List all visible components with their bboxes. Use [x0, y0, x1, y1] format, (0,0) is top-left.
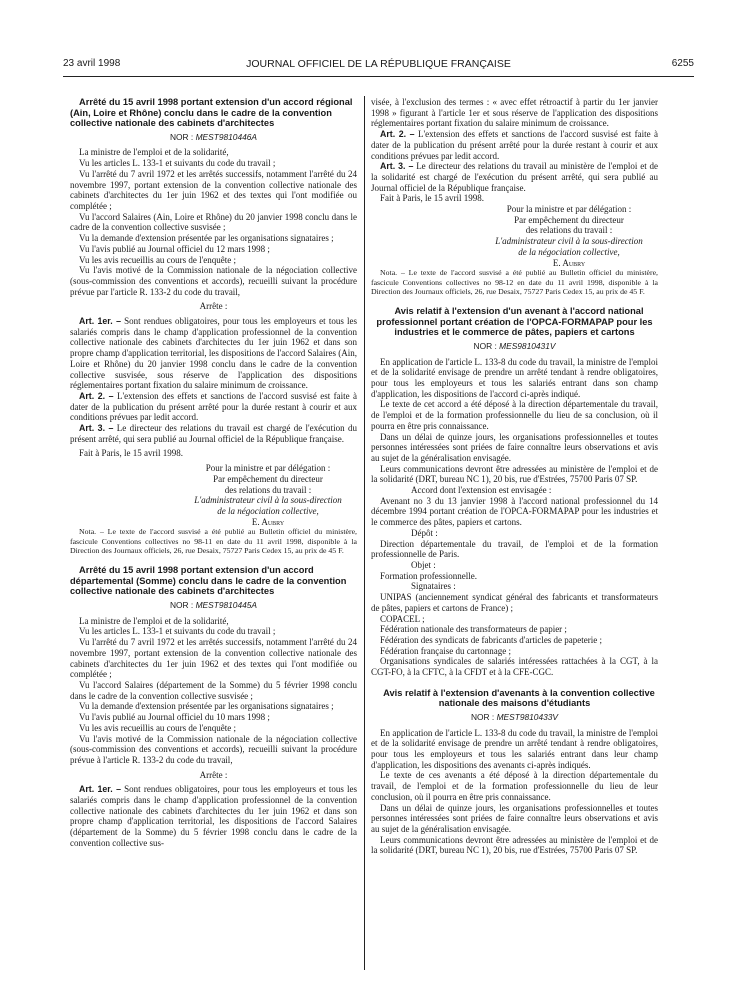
decree-1-visa-3: Vu l'accord Salaires (Ain, Loire et Rhône) du 20 janvier 1998 conclu dans le cadre de la convention collective susvisée ;	[70, 211, 357, 233]
decree-1-signature-line-1: Pour la ministre et par délégation :	[205, 463, 331, 474]
notice-1-title: Avis relatif à l'extension d'un avenant à l'accord national professionnel portant création de l'OPCA-FORMAPAP pour les industries et le commerce de pâtes, papiers et cartons	[376, 306, 653, 338]
decree-2-signature-line-4: L'administrateur civil à la sous-direction	[495, 236, 643, 247]
decree-2-signature-line-5: de la négociation collective,	[518, 246, 620, 257]
notice-2-para-2: Le texte de ces avenants a été déposé à la direction départementale du travail, de l'emploi et de la formation professionnelle du lieu de leur conclusion, où il pourra en être pris connaissance.	[371, 770, 658, 802]
decree-1-visa-5: Vu l'avis publié au Journal officiel du 12 mars 1998 ;	[79, 243, 270, 254]
decree-1-date-place: Fait à Paris, le 15 avril 1998.	[79, 448, 183, 459]
notice-1-para-1: En application de l'article L. 133-8 du code du travail, la ministre de l'emploi et de la solidarité envisage de prendre un arrêté tendant à rendre obligatoires, pour tous les employeurs et tous les salariés entrant dans son champ d'application, les dispositions de l'accord ci-après indiqué.	[371, 356, 658, 399]
decree-2-article-3: Art. 3. – Le directeur des relations du travail au ministère de l'emploi et de la solidarité est chargé de l'exécution du présent arrêté, qui sera publié au Journal officiel de la République française.	[371, 161, 658, 193]
notice-1-agreement: Avenant no 3 du 13 janvier 1998 à l'accord national professionnel du 14 décembre 1994 portant création de l'OPCA-FORMAPAP pour les industries et le commerce des pâtes, papiers et cartons.	[371, 495, 658, 528]
column-divider	[364, 96, 365, 970]
decree-1-visa-4: Vu la demande d'extension présentée par les organisations signataires ;	[79, 233, 334, 244]
decree-1-signature-line-3: des relations du travail :	[224, 484, 312, 495]
notice-1-signatory-6: Organisations syndicales de salariés intéressées rattachées à la CGT, à la CGT-FO, à la CFTC, à la CFDT et à la CFE-CGC.	[371, 656, 658, 678]
notice-1-agreement-label: Accord dont l'extension est envisagée :	[411, 485, 552, 496]
notice-2-para-1: En application de l'article L. 133-8 du code du travail, la ministre de l'emploi et de la solidarité envisage de prendre un arrêté tendant à rendre obligatoires, pour tous les employeurs et tous les salariés entrant dans leur champ d'application, les dispositions des avenants ci-après indiqués.	[371, 727, 658, 770]
decree-2-visa-3: Vu l'accord Salaires (département de la Somme) du 5 février 1998 conclu dans le cadre de la convention collective susvisée ;	[70, 679, 357, 701]
decree-1-nota: Nota. – Le texte de l'accord susvisé a été publié au Bulletin officiel du ministère, fascicule Conventions collectives no 98-11 en date du 11 avril 1998, disponible à la Direction des Journaux officiels, 26, rue Desaix, 75727 Paris Cedex 15, au prix de 45 F.	[70, 527, 357, 555]
decree-1-visa-7: Vu l'avis motivé de la Commission nationale de la négociation collective (sous-commission des conventions et accords), recueilli suivant la procédure prévue par l'article R. 133-2 du code du travail,	[70, 265, 357, 297]
decree-2-signature-line-2: Par empêchement du directeur	[514, 214, 624, 225]
decree-2-visa-4: Vu la demande d'extension présentée par les organisations signataires ;	[79, 701, 334, 712]
decree-1-article-3: Art. 3. – Le directeur des relations du travail est chargé de l'exécution du présent arrêté, qui sera publié au Journal officiel de la République française.	[70, 423, 357, 444]
decree-1-arrete: Arrête :	[199, 301, 228, 312]
notice-1-depot-label: Dépôt :	[411, 527, 438, 538]
page-header	[63, 58, 694, 74]
decree-1-minister: La ministre de l'emploi et de la solidarité,	[79, 147, 229, 158]
notice-1-objet: Formation professionnelle.	[380, 570, 477, 581]
right-column	[371, 97, 658, 856]
decree-1-signature-line-5: de la négociation collective,	[217, 505, 319, 516]
notice-1-signatory-2: COPACEL ;	[380, 613, 425, 624]
header-rule	[63, 76, 694, 77]
decree-1-signatory: E. Aubry	[251, 516, 285, 527]
decree-1-nor: NOR : MEST9810446A	[169, 131, 258, 142]
notice-1-signataires-label: Signataires :	[411, 581, 456, 592]
decree-1-article-1: Art. 1er. – Sont rendues obligatoires, pour tous les employeurs et tous les salariés compris dans le champ d'application professionnel de la convention collective nationale des cabinets d'architectes du 1er juin 1962 et dans son propre champ d'application territorial, les dispositions de l'accord Salaires (Ain, Loire et Rhône) du 20 janvier 1998 conclu dans le cadre de la convention collective susvisée, sous réserve de l'application des dispositions réglementaires portant fixation du salaire minimum de croissance.	[70, 316, 358, 391]
notice-1-depot: Direction départementale du travail, de l'emploi et de la formation professionnelle de Paris.	[371, 538, 658, 560]
decree-1-signature-line-2: Par empêchement du directeur	[213, 473, 323, 484]
decree-2-article-1-continued: visée, à l'exclusion des termes : « avec effet rétroactif à partir du 1er janvier 1998 » figurant à l'article 1er et sous réserve de l'application des dispositions réglementaires portant fixation du salaire minimum de croissance.	[371, 97, 658, 129]
notice-2-nor: NOR : MEST9810433V	[470, 711, 559, 722]
decree-2-signatory: E. Aubry	[552, 257, 586, 268]
decree-2-nor: NOR : MEST9810445A	[169, 600, 258, 611]
decree-2-visa-6: Vu les avis recueillis au cours de l'enquête ;	[79, 722, 237, 733]
decree-1-visa-1: Vu les articles L. 133-1 et suivants du code du travail ;	[79, 158, 276, 169]
notice-1-signatory-3: Fédération nationale des transformateurs de papier ;	[380, 624, 567, 635]
decree-1-nor-code: MEST9810446A	[195, 131, 258, 142]
notice-1-objet-label: Objet :	[411, 559, 436, 570]
notice-1-signatory-1: UNIPAS (anciennement syndicat général des fabricants et transformateurs de pâtes, papiers et cartons de France) ;	[371, 592, 658, 613]
decree-1-title: Arrêté du 15 avril 1998 portant extension d'un accord régional (Ain, Loire et Rhône) conclu dans le cadre de la convention collective nationale des cabinets d'architectes	[70, 97, 353, 129]
decree-2-visa-1: Vu les articles L. 133-1 et suivants du code du travail ;	[79, 626, 276, 637]
decree-2-visa-5: Vu l'avis publié au Journal officiel du 10 mars 1998 ;	[79, 712, 270, 723]
decree-2-signature-line-1: Pour la ministre et par délégation :	[506, 204, 632, 215]
notice-1-para-2: Le texte de cet accord a été déposé à la direction départementale du travail, de l'emploi et de la formation professionnelle du lieu de sa conclusion, où il pourra en être pris connaissance.	[371, 399, 658, 431]
decree-1-visa-2: Vu l'arrêté du 7 avril 1972 et les arrêtés successifs, notamment l'arrêté du 24 novembre 1997, portant extension de la convention collective nationale des cabinets d'architectes du 1er juin 1962 et des textes qui l'ont modifiée ou complétée ;	[70, 168, 357, 211]
decree-2-visa-7: Vu l'avis motivé de la Commission nationale de la négociation collective (sous-commission des conventions et accords), recueilli suivant la procédure prévue à l'article R. 133-2 du code du travail,	[70, 733, 357, 765]
notice-2-para-3: Dans un délai de quinze jours, les organisations professionnelles et toutes personnes intéressées sont priées de faire connaître leurs observations et avis au sujet de la généralisation envisagée.	[371, 802, 658, 834]
notice-2-title: Avis relatif à l'extension d'avenants à la convention collective nationale des maisons d'étudiants	[383, 687, 655, 709]
journal-title: JOURNAL OFFICIEL DE LA RÉPUBLIQUE FRANÇAISE	[246, 58, 511, 70]
notice-1-para-3: Dans un délai de quinze jours, les organisations professionnelles et toutes personnes intéressées sont priées de faire connaître leurs observations et avis au sujet de la généralisation envisagée.	[371, 431, 658, 463]
notice-2-para-4: Leurs communications devront être adressées au ministère de l'emploi et de la solidarité (DRT, bureau NC 1), 20 bis, rue d'Estrées, 75700 Paris 07 SP.	[371, 834, 658, 856]
notice-2-nor-code: MEST9810433V	[496, 711, 559, 722]
decree-1-visa-6: Vu les avis recueillis au cours de l'enquête ;	[79, 254, 237, 265]
decree-1-signature-line-4: L'administrateur civil à la sous-direction	[194, 495, 342, 506]
decree-2-article-2: Art. 2. – L'extension des effets et sanctions de l'accord susvisé est faite à dater de la publication du présent arrêté pour la durée restant à courir et aux conditions prévues par ledit accord.	[371, 129, 658, 161]
notice-1-para-4: Leurs communications devront être adressées au ministère de l'emploi et de la solidarité (DRT, bureau NC 1), 20 bis, rue d'Estrées, 75700 Paris 07 SP.	[371, 463, 658, 485]
decree-2-nota: Nota. – Le texte de l'accord susvisé a été publié au Bulletin officiel du ministère, fascicule Conventions collectives no 98-12 en date du 11 avril 1998, disponible à la Direction des Journaux officiels, 26, rue Desaix, 75727 Paris Cedex 15, au prix de 45 F.	[371, 268, 658, 296]
decree-2-date-place: Fait à Paris, le 15 avril 1998.	[380, 193, 484, 204]
notice-1-signatory-4: Fédération des syndicats de fabricants d'articles de papeterie ;	[380, 634, 603, 645]
decree-2-minister: La ministre de l'emploi et de la solidarité,	[79, 615, 229, 626]
page-number: 6255	[671, 58, 694, 69]
decree-2-nor-code: MEST9810445A	[195, 600, 258, 611]
decree-2-visa-2: Vu l'arrêté du 7 avril 1972 et les arrêtés successifs, notamment l'arrêté du 24 novembre 1997, portant extension de la convention collective nationale des cabinets d'architectes du 1er juin 1962 et des textes qui l'ont modifiée ou complétée ;	[70, 637, 357, 680]
decree-2-article-1: Art. 1er. – Sont rendues obligatoires, pour tous les employeurs et tous les salariés compris dans le champ d'application professionnel de la convention collective nationale des cabinets d'architectes du 1er juin 1962 et dans son propre champ d'application territorial, les dispositions de l'accord Salaires (département de la Somme) du 5 février 1998 conclu dans le cadre de la convention collective sus-	[70, 784, 358, 848]
notice-1-nor-code: MES9810431V	[499, 340, 556, 351]
notice-1-nor: NOR : MES9810431V	[473, 340, 556, 351]
decree-1-article-2: Art. 2. – L'extension des effets et sanctions de l'accord susvisé est faite à dater de la publication du présent arrêté pour la durée restant à courir et aux conditions prévues par ledit accord.	[70, 390, 357, 423]
notice-1-signatory-5: Fédération française du cartonnage ;	[380, 645, 511, 656]
decree-2-signature-line-3: des relations du travail :	[525, 225, 613, 236]
decree-2-title: Arrêté du 15 avril 1998 portant extension d'un accord départemental (Somme) conclu dans le cadre de la convention collective nationale des cabinets d'architectes	[70, 565, 347, 597]
decree-2-arrete: Arrête :	[199, 769, 228, 780]
left-column	[70, 97, 357, 849]
issue-date: 23 avril 1998	[63, 58, 121, 69]
